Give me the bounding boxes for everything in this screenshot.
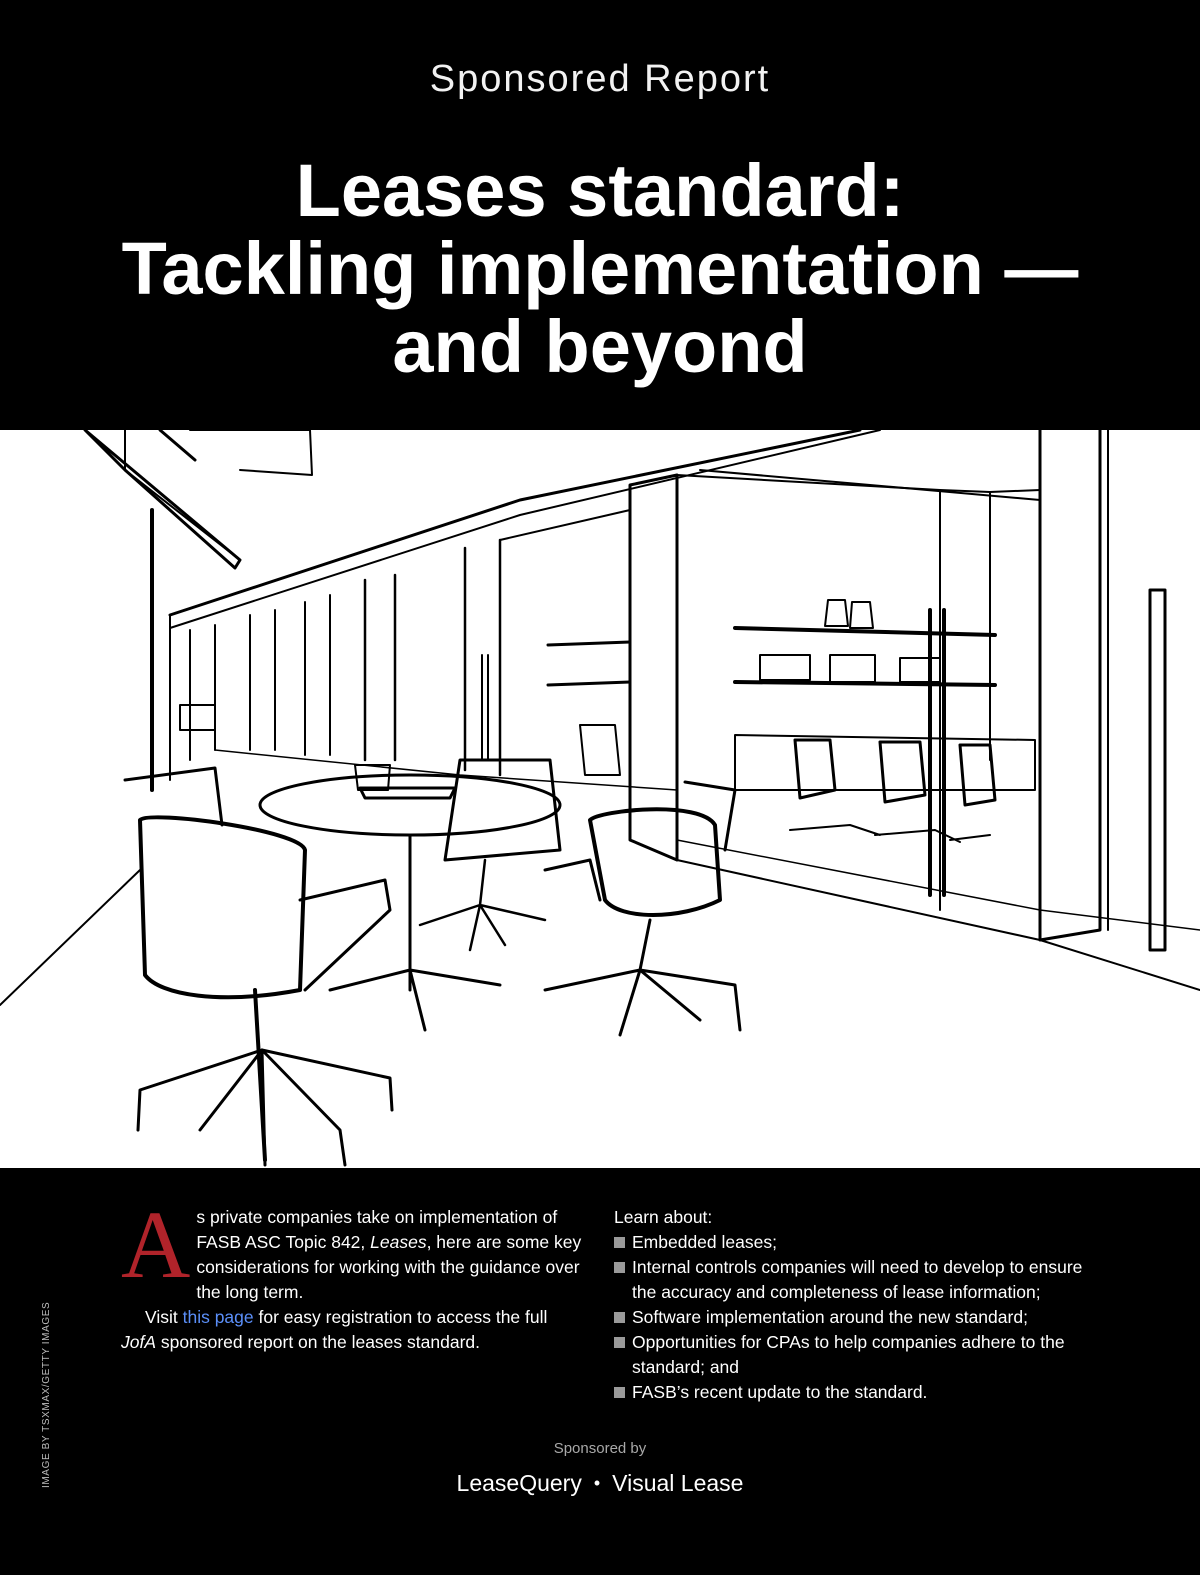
registration-paragraph (121, 1305, 583, 1355)
intro-italic: Leases (370, 1232, 427, 1252)
list-item: Embedded leases; (614, 1230, 1094, 1255)
image-credit-text: IMAGE BY TSXMAX/GETTY IMAGES (41, 1301, 52, 1488)
registration-text: Visit (145, 1307, 183, 1327)
sponsor-visual-lease: Visual Lease (612, 1470, 744, 1496)
list-item: Software implementation around the new standard; (614, 1305, 1094, 1330)
sponsored-by-label: Sponsored by (553, 1440, 647, 1457)
this-page-link[interactable]: this page (182, 1307, 254, 1327)
intro-text-tail: , here are some key considerations for working with the guidance over the long term. (196, 1232, 582, 1302)
registration-text-tail: sponsored report on the leases standard. (156, 1332, 480, 1352)
list-item: FASB’s recent update to the standard. (614, 1380, 1094, 1405)
registration-text-mid: for easy registration to access the full (253, 1307, 548, 1327)
jofa-italic: JofA (121, 1332, 157, 1352)
learn-list (614, 1230, 1094, 1405)
office-illustration (0, 430, 1200, 1168)
headline-line: and beyond (392, 305, 808, 388)
sponsor-leasequery: LeaseQuery (456, 1470, 582, 1496)
list-item: Internal controls companies will need to develop to ensure the accuracy and completeness of lease information; (614, 1255, 1094, 1305)
intro-text: s private companies take on implementation of FASB ASC Topic 842, (196, 1207, 558, 1252)
drop-cap: A (121, 1191, 191, 1298)
headline-line: Tackling implementation — (121, 227, 1079, 310)
image-credit (41, 1301, 55, 1488)
list-item: Opportunities for CPAs to help companies adhere to the standard; and (614, 1330, 1094, 1380)
learn-column (614, 1205, 1094, 1405)
intro-paragraph (121, 1191, 583, 1305)
sponsor-separator: • (593, 1473, 601, 1493)
report-kicker: Sponsored Report (429, 58, 771, 100)
report-header (0, 0, 1200, 430)
intro-column (121, 1191, 583, 1355)
report-headline (0, 149, 1200, 388)
sponsor-names (0, 1470, 1200, 1497)
learn-title: Learn about: (614, 1207, 713, 1227)
headline-line: Leases standard: (295, 149, 905, 232)
